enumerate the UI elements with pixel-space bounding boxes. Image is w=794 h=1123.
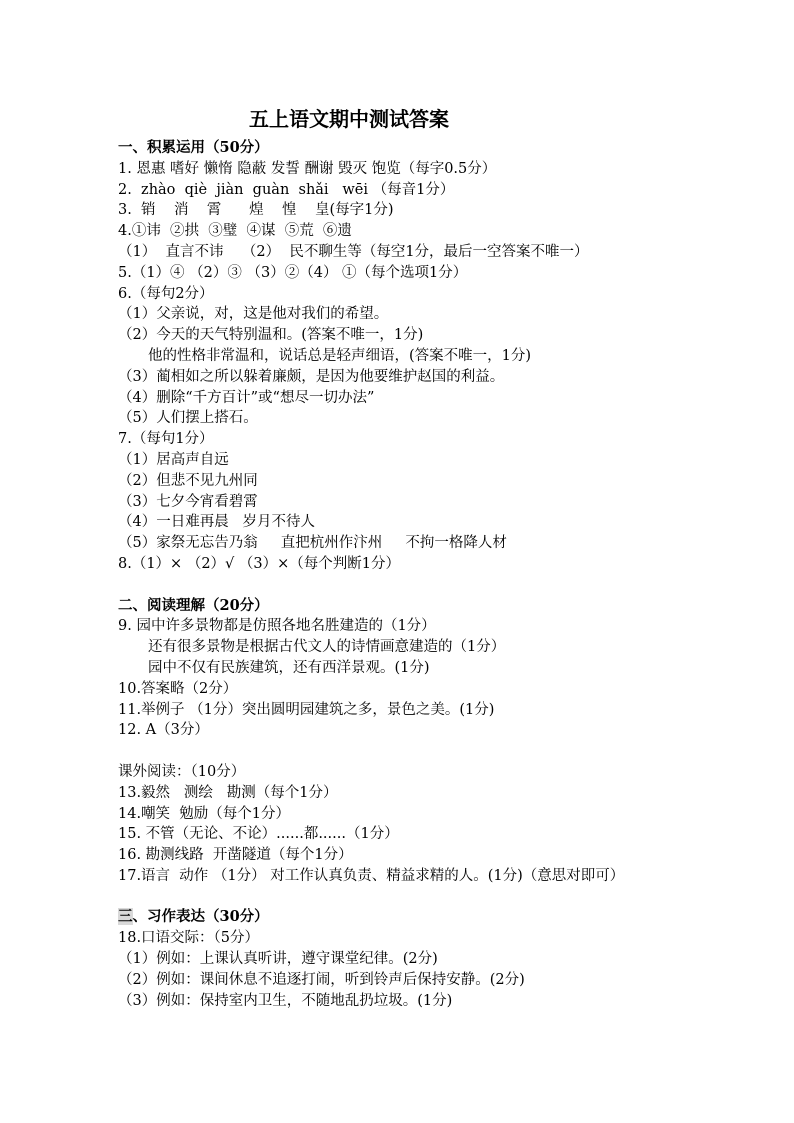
answer-line: 8.（1）× （2）√ （3）×（每个判断1分） bbox=[118, 555, 400, 572]
answer-line: 他的性格非常温和，说话总是轻声细语，(答案不唯一，1分) bbox=[148, 347, 532, 364]
answer-line: （2）例如：课间休息不追逐打闹，听到铃声后保持安静。(2分) bbox=[118, 971, 525, 988]
answer-line: 5.（1）④ （2）③ （3）②（4） ①（每个选项1分） bbox=[118, 264, 468, 281]
answer-line: （3）七夕今宵看碧霄 bbox=[118, 493, 258, 510]
heading-highlight: 三 bbox=[118, 908, 133, 926]
answer-line: 6.（每句2分） bbox=[118, 285, 214, 302]
answer-line: 4.①讳 ②拱 ③璧 ④谋 ⑤荒 ⑥遗 bbox=[118, 223, 352, 240]
spacer bbox=[118, 575, 758, 596]
answer-line: 课外阅读：（10分） bbox=[118, 763, 246, 780]
answer-line: 16. 勘测线路 开凿隧道（每个1分） bbox=[118, 847, 353, 864]
answer-line: 13.毅然 测绘 勘测（每个1分） bbox=[118, 784, 338, 801]
answer-line: （3）例如：保持室内卫生，不随地乱扔垃圾。(1分) bbox=[118, 992, 453, 1009]
answer-line: 还有很多景物是根据古代文人的诗情画意建造的（1分） bbox=[148, 639, 506, 656]
heading-text: 、习作表达（30分） bbox=[132, 908, 269, 926]
answer-line: （2）今天的天气特别温和。(答案不唯一，1分) bbox=[118, 327, 424, 344]
answer-line: 17.语言 动作 （1分） 对工作认真负责、精益求精的人。(1分)（意思对即可） bbox=[118, 867, 625, 884]
answer-line: 9. 园中许多景物都是仿照各地名胜建造的（1分） bbox=[118, 618, 436, 635]
answer-line: （1）例如：上课认真听讲，遵守课堂纪律。(2分) bbox=[118, 951, 438, 968]
answer-line: 7.（每句1分） bbox=[118, 431, 214, 448]
section-heading-writing bbox=[118, 907, 758, 928]
answer-line: 12. A（3分） bbox=[118, 722, 209, 739]
page-title: 五上语文期中测试答案 bbox=[249, 107, 449, 131]
answer-line: 15. 不管（无论、不论）......都......（1分） bbox=[118, 826, 399, 843]
spacer bbox=[118, 887, 758, 908]
answer-line: （1）居高声自远 bbox=[118, 451, 229, 468]
answer-line: 18.口语交际：（5分） bbox=[118, 930, 260, 947]
answer-line: （1） 直言不讳 （2） 民不聊生等（每空1分，最后一空答案不唯一） bbox=[118, 243, 589, 260]
answer-content bbox=[118, 138, 758, 1011]
answer-line: 2. zhào qiè jiàn guàn shǎi wēi （每音1分） bbox=[118, 181, 455, 198]
answer-line: （5）人们摆上搭石。 bbox=[118, 410, 258, 427]
answer-line: （2）但悲不见九州同 bbox=[118, 472, 258, 489]
answer-line: 10.答案略（2分） bbox=[118, 680, 238, 697]
answer-line: （4）删除“千方百计”或“想尽一切办法” bbox=[118, 389, 375, 406]
answer-line: （1）父亲说，对，这是他对我们的希望。 bbox=[118, 306, 389, 323]
answer-line: （5）家祭无忘告乃翁 直把杭州作汴州 不拘一格降人材 bbox=[118, 535, 507, 552]
section-heading-accumulation: 一、积累运用（50分） bbox=[118, 139, 269, 156]
answer-line: （4）一日难再晨 岁月不待人 bbox=[118, 514, 316, 531]
answer-line: 园中不仅有民族建筑，还有西洋景观。(1分) bbox=[148, 659, 430, 676]
answer-line: 3. 销 消 霄 煌 惶 皇(每字1分) bbox=[118, 202, 394, 219]
spacer bbox=[118, 741, 758, 762]
answer-line: 1. 恩惠 嗜好 懒惰 隐蔽 发誓 酬谢 毁灭 饱览（每字0.5分） bbox=[118, 160, 497, 177]
answer-line: 14.嘲笑 勉励（每个1分） bbox=[118, 805, 291, 822]
answer-line: 11.举例子 （1分）突出圆明园建筑之多，景色之美。(1分) bbox=[118, 701, 495, 718]
answer-line: （3）蔺相如之所以躲着廉颇，是因为他要维护赵国的利益。 bbox=[118, 368, 505, 385]
section-heading-reading: 二、阅读理解（20分） bbox=[118, 596, 269, 614]
